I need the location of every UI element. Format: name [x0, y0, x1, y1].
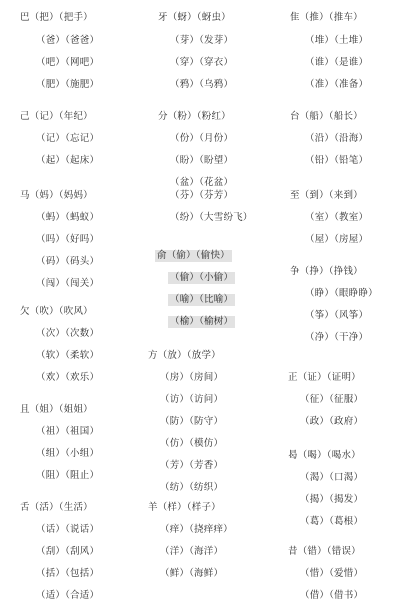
- char-entry: 羊（样）（样子）: [148, 502, 221, 513]
- char-entry: 至（到）（来到）: [290, 190, 363, 201]
- char-entry-highlighted: （喻）（比喻）: [170, 294, 234, 305]
- char-entry-highlighted: （榆）（榆树）: [170, 316, 234, 327]
- char-entry: 舌（活）（生活）: [20, 502, 93, 513]
- char-entry: （铅）（铅笔）: [305, 155, 369, 166]
- char-entry: （防）（防守）: [160, 416, 224, 427]
- char-entry: （适）（合适）: [36, 590, 100, 601]
- char-entry: （括）（包括）: [36, 568, 100, 579]
- char-entry: （仿）（模仿）: [160, 438, 224, 449]
- char-entry: （堆）（土堆）: [305, 35, 369, 46]
- char-entry: 分（粉）（粉红）: [158, 111, 231, 122]
- char-entry: （惜）（爱惜）: [300, 568, 364, 579]
- char-entry: （纺）（纺织）: [160, 482, 224, 493]
- char-entry: （渴）（口渴）: [300, 472, 364, 483]
- char-entry: （蚂）（蚂蚁）: [36, 212, 100, 223]
- char-entry: （欢）（欢乐）: [36, 372, 100, 383]
- char-entry: （鸦）（乌鸦）: [170, 79, 234, 90]
- char-entry: （筝）（风筝）: [305, 310, 369, 321]
- char-entry: 昔（错）（错误）: [288, 546, 361, 557]
- char-entry: 争（挣）（挣钱）: [290, 266, 363, 277]
- char-entry: （肥）（施肥）: [36, 79, 100, 90]
- char-entry: （芽）（发芽）: [170, 35, 234, 46]
- char-entry: （政）（政府）: [300, 416, 364, 427]
- char-entry: （穿）（穿衣）: [170, 57, 234, 68]
- char-entry: 马（妈）（妈妈）: [20, 190, 93, 201]
- char-entry: （访）（访问）: [160, 394, 224, 405]
- char-entry: （鲜）（海鲜）: [160, 568, 224, 579]
- char-entry: （话）（说话）: [36, 524, 100, 535]
- char-entry: （起）（起床）: [36, 155, 100, 166]
- char-entry: （洋）（海洋）: [160, 546, 224, 557]
- char-entry: 巴（把）（把手）: [20, 12, 93, 23]
- char-entry: （屋）（房屋）: [305, 234, 369, 245]
- char-entry: （阻）（阻止）: [36, 470, 100, 481]
- char-entry: （芬）（芬芳）: [170, 190, 234, 201]
- char-entry: 正（证）（证明）: [288, 372, 361, 383]
- char-entry: （葛）（葛根）: [300, 516, 364, 527]
- char-entry: （室）（教室）: [305, 212, 369, 223]
- char-entry: （码）（码头）: [36, 256, 100, 267]
- char-entry: （芳）（芳香）: [160, 460, 224, 471]
- char-entry: （记）（忘记）: [36, 133, 100, 144]
- char-entry: 且（姐）（姐姐）: [20, 404, 93, 415]
- char-entry: （祖）（祖国）: [36, 426, 100, 437]
- char-entry: （刮）（刮风）: [36, 546, 100, 557]
- char-entry: （准）（准备）: [305, 79, 369, 90]
- char-entry: （揭）（揭发）: [300, 494, 364, 505]
- char-entry: （盆）（花盆）: [170, 177, 234, 188]
- char-entry: 己（记）（年纪）: [20, 111, 93, 122]
- char-entry: （吗）（好吗）: [36, 234, 100, 245]
- char-entry: （闯）（闯关）: [36, 278, 100, 289]
- char-entry: 欠（吹）（吹风）: [20, 306, 93, 317]
- char-entry: 台（船）（船长）: [290, 111, 363, 122]
- char-entry: 牙（蚜）（蚜虫）: [158, 12, 231, 23]
- char-entry: （痒）（挠痒痒）: [160, 524, 233, 535]
- char-entry: 方（放）（放学）: [148, 350, 221, 361]
- char-entry: （盼）（盼望）: [170, 155, 234, 166]
- char-entry: （份）（月份）: [170, 133, 234, 144]
- char-entry: （沿）（沿海）: [305, 133, 369, 144]
- char-entry: （组）（小组）: [36, 448, 100, 459]
- char-entry-highlighted: （偷）（小偷）: [170, 272, 234, 283]
- char-entry: 曷（喝）（喝水）: [288, 450, 361, 461]
- char-entry: （睁）（眼睁睁）: [305, 288, 378, 299]
- char-entry: （净）（干净）: [305, 332, 369, 343]
- char-entry: （征）（征服）: [300, 394, 364, 405]
- char-entry: （借）（借书）: [300, 590, 364, 601]
- char-entry: （房）（房间）: [160, 372, 224, 383]
- char-entry: （爸）（爸爸）: [36, 35, 100, 46]
- char-entry: （谁）（是谁）: [305, 57, 369, 68]
- char-entry-highlighted: 俞（偷）（偷快）: [157, 250, 230, 261]
- char-entry: （次）（次数）: [36, 328, 100, 339]
- char-entry: 隹（推）（推车）: [290, 12, 363, 23]
- char-entry: （纷）（大雪纷飞）: [170, 212, 253, 223]
- char-entry: （吧）（网吧）: [36, 57, 100, 68]
- char-entry: （软）（柔软）: [36, 350, 100, 361]
